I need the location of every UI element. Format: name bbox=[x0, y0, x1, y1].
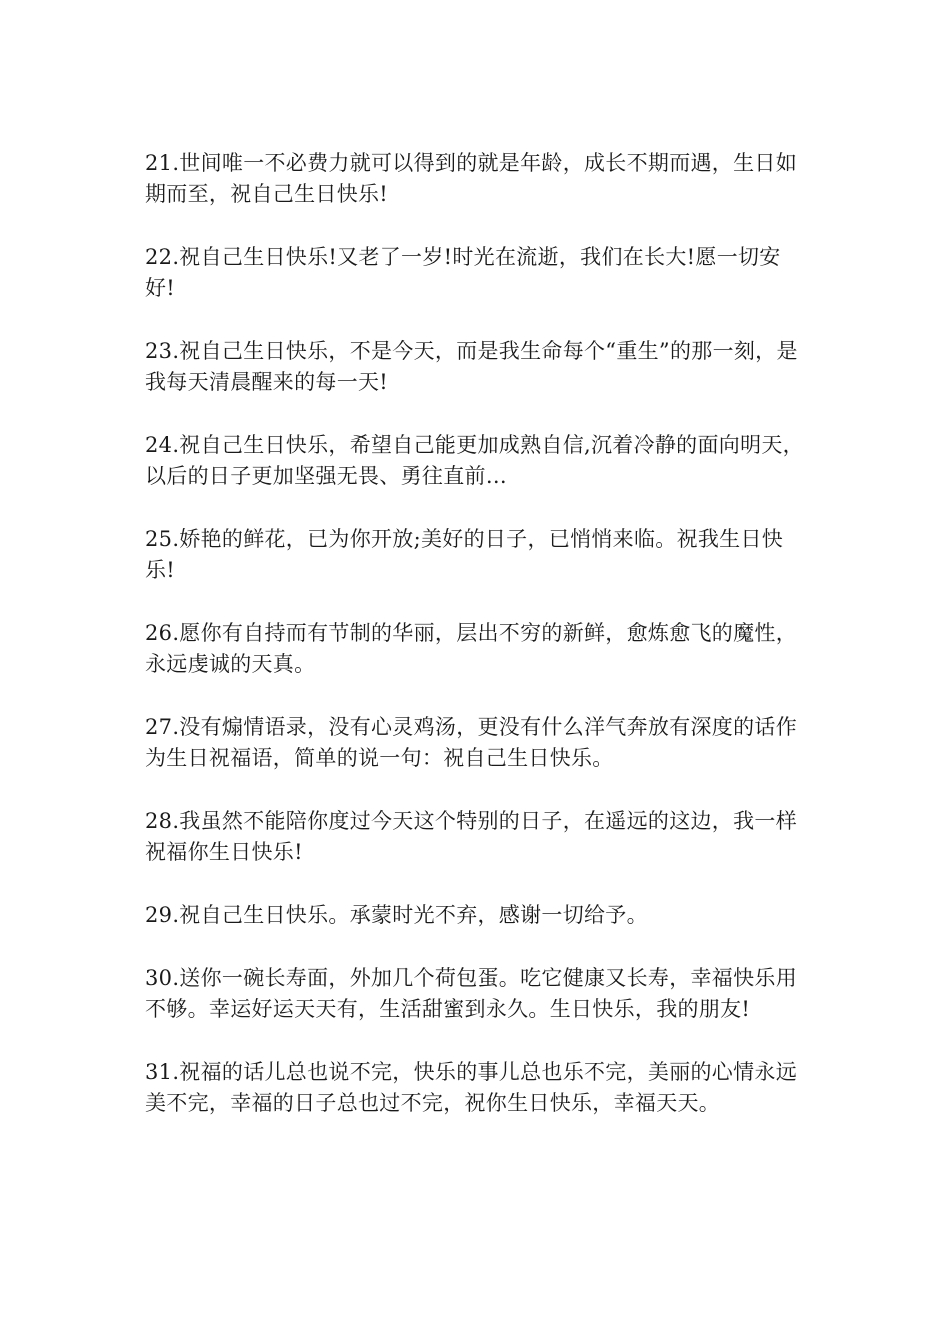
list-item: 30.送你一碗长寿面，外加几个荷包蛋。吃它健康又长寿，幸福快乐用不够。幸运好运天天有，生活甜蜜到永久。生日快乐，我的朋友! bbox=[145, 966, 797, 1021]
list-item: 27.没有煽情语录，没有心灵鸡汤，更没有什么洋气奔放有深度的话作为生日祝福语，简单的说一句：祝自己生日快乐。 bbox=[145, 715, 797, 770]
list-item: 24.祝自己生日快乐，希望自己能更加成熟自信,沉着冷静的面向明天，以后的日子更加坚强无畏、勇往直前… bbox=[145, 433, 804, 488]
list-item: 25.娇艳的鲜花，已为你开放;美好的日子，已悄悄来临。祝我生日快乐! bbox=[145, 527, 784, 582]
list-item: 23.祝自己生日快乐，不是今天，而是我生命每个“重生”的那一刻，是我每天清晨醒来的每一天! bbox=[145, 339, 798, 394]
list-item: 28.我虽然不能陪你度过今天这个特别的日子，在遥远的这边，我一样祝福你生日快乐! bbox=[145, 809, 797, 864]
wish-list bbox=[145, 148, 810, 1151]
list-item: 31.祝福的话儿总也说不完，快乐的事儿总也乐不完，美丽的心情永远美不完，幸福的日子总也过不完，祝你生日快乐，幸福天天。 bbox=[145, 1060, 797, 1115]
list-item: 26.愿你有自持而有节制的华丽，层出不穷的新鲜，愈炼愈飞的魔性，永远虔诚的天真。 bbox=[145, 621, 797, 676]
list-item: 21.世间唯一不必费力就可以得到的就是年龄，成长不期而遇，生日如期而至，祝自己生日快乐! bbox=[145, 151, 797, 206]
list-item: 22.祝自己生日快乐!又老了一岁!时光在流逝，我们在长大!愿一切安好! bbox=[145, 245, 781, 300]
list-item: 29.祝自己生日快乐。承蒙时光不弃，感谢一切给予。 bbox=[145, 903, 648, 927]
